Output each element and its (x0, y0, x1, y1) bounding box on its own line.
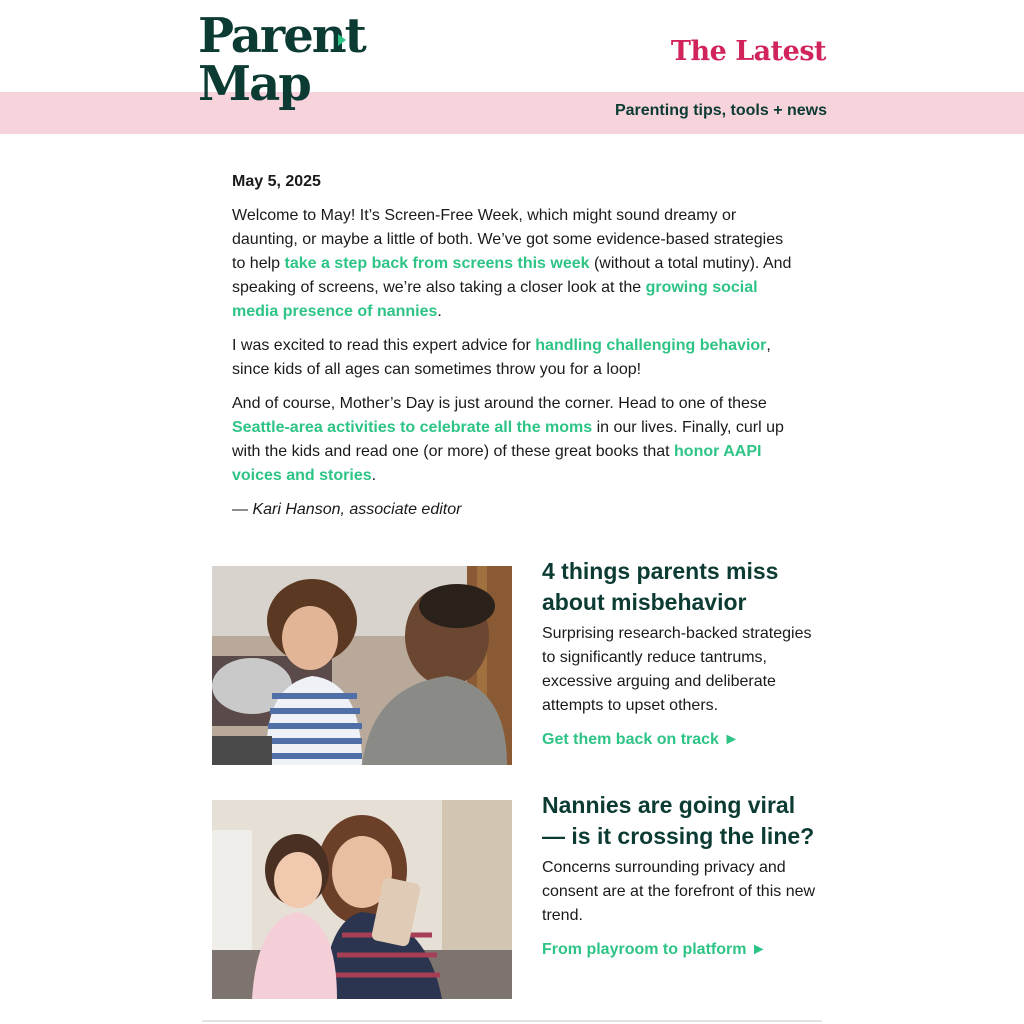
text: I was excited to read this expert advice for (232, 337, 536, 354)
text: . (437, 303, 442, 320)
article-text (542, 556, 822, 752)
text: (without a total mutiny). And speaking of screens, we’re also taking a closer look at the (232, 255, 792, 296)
moms-activities-link[interactable]: Seattle-area activities to celebrate all the moms (232, 419, 593, 436)
intro-paragraph-2 (232, 334, 798, 382)
text: Welcome to May! It’s Screen-Free Week, which might sound dreamy or daunting, or maybe a little of both. We’ve got some evidence-based strategies to help (232, 207, 784, 272)
section-title: The Latest (670, 36, 826, 67)
article-description: Surprising research-backed strategies to significantly reduce tantrums, excessive arguing and deliberate attempts to upset others. (542, 625, 812, 714)
logo-word-map: Map (198, 56, 310, 112)
text: And of course, Mother’s Day is just around the corner. Head to one of these (232, 395, 767, 412)
logo-word-parent: Parent (198, 8, 365, 64)
article-image-dad-child[interactable] (212, 566, 512, 765)
text: , since kids of all ages can sometimes throw you for a loop! (232, 337, 771, 378)
article-card-misbehavior (212, 556, 822, 766)
article-title[interactable]: 4 things parents miss about misbehavior (542, 558, 779, 615)
nannies-link[interactable]: growing social media presence of nannies (232, 279, 758, 320)
newsletter-header (0, 0, 1024, 134)
header-band (0, 92, 1024, 134)
issue-date: May 5, 2025 (232, 173, 321, 190)
article-description: Concerns surrounding privacy and consent are at the forefront of this new trend. (542, 859, 816, 924)
tagline: Parenting tips, tools + news (614, 102, 827, 119)
signature: — Kari Hanson, associate editor (232, 501, 462, 518)
parentmap-logo[interactable] (198, 8, 365, 112)
logo-play-icon (338, 34, 346, 46)
article-text (542, 790, 822, 962)
section-divider (202, 1020, 822, 1022)
intro-letter (232, 170, 798, 532)
aapi-books-link[interactable]: honor AAPI voices and stories (232, 443, 762, 484)
intro-paragraph-3 (232, 392, 798, 488)
article-card-nannies (212, 790, 822, 1000)
article-title[interactable]: Nannies are going viral — is it crossing the line? (542, 792, 815, 849)
intro-paragraph-1 (232, 204, 798, 324)
behavior-link[interactable]: handling challenging behavior (535, 337, 767, 354)
article-image-nanny-selfie[interactable] (212, 800, 512, 999)
text: . (371, 467, 377, 484)
text: in our lives. Finally, curl up with the kids and read one (or more) of these great books that (232, 419, 784, 460)
screens-link[interactable]: take a step back from screens this week (284, 255, 590, 272)
article-cta-link[interactable]: From playroom to platform ► (542, 941, 767, 958)
article-cta-link[interactable]: Get them back on track ► (542, 731, 740, 748)
